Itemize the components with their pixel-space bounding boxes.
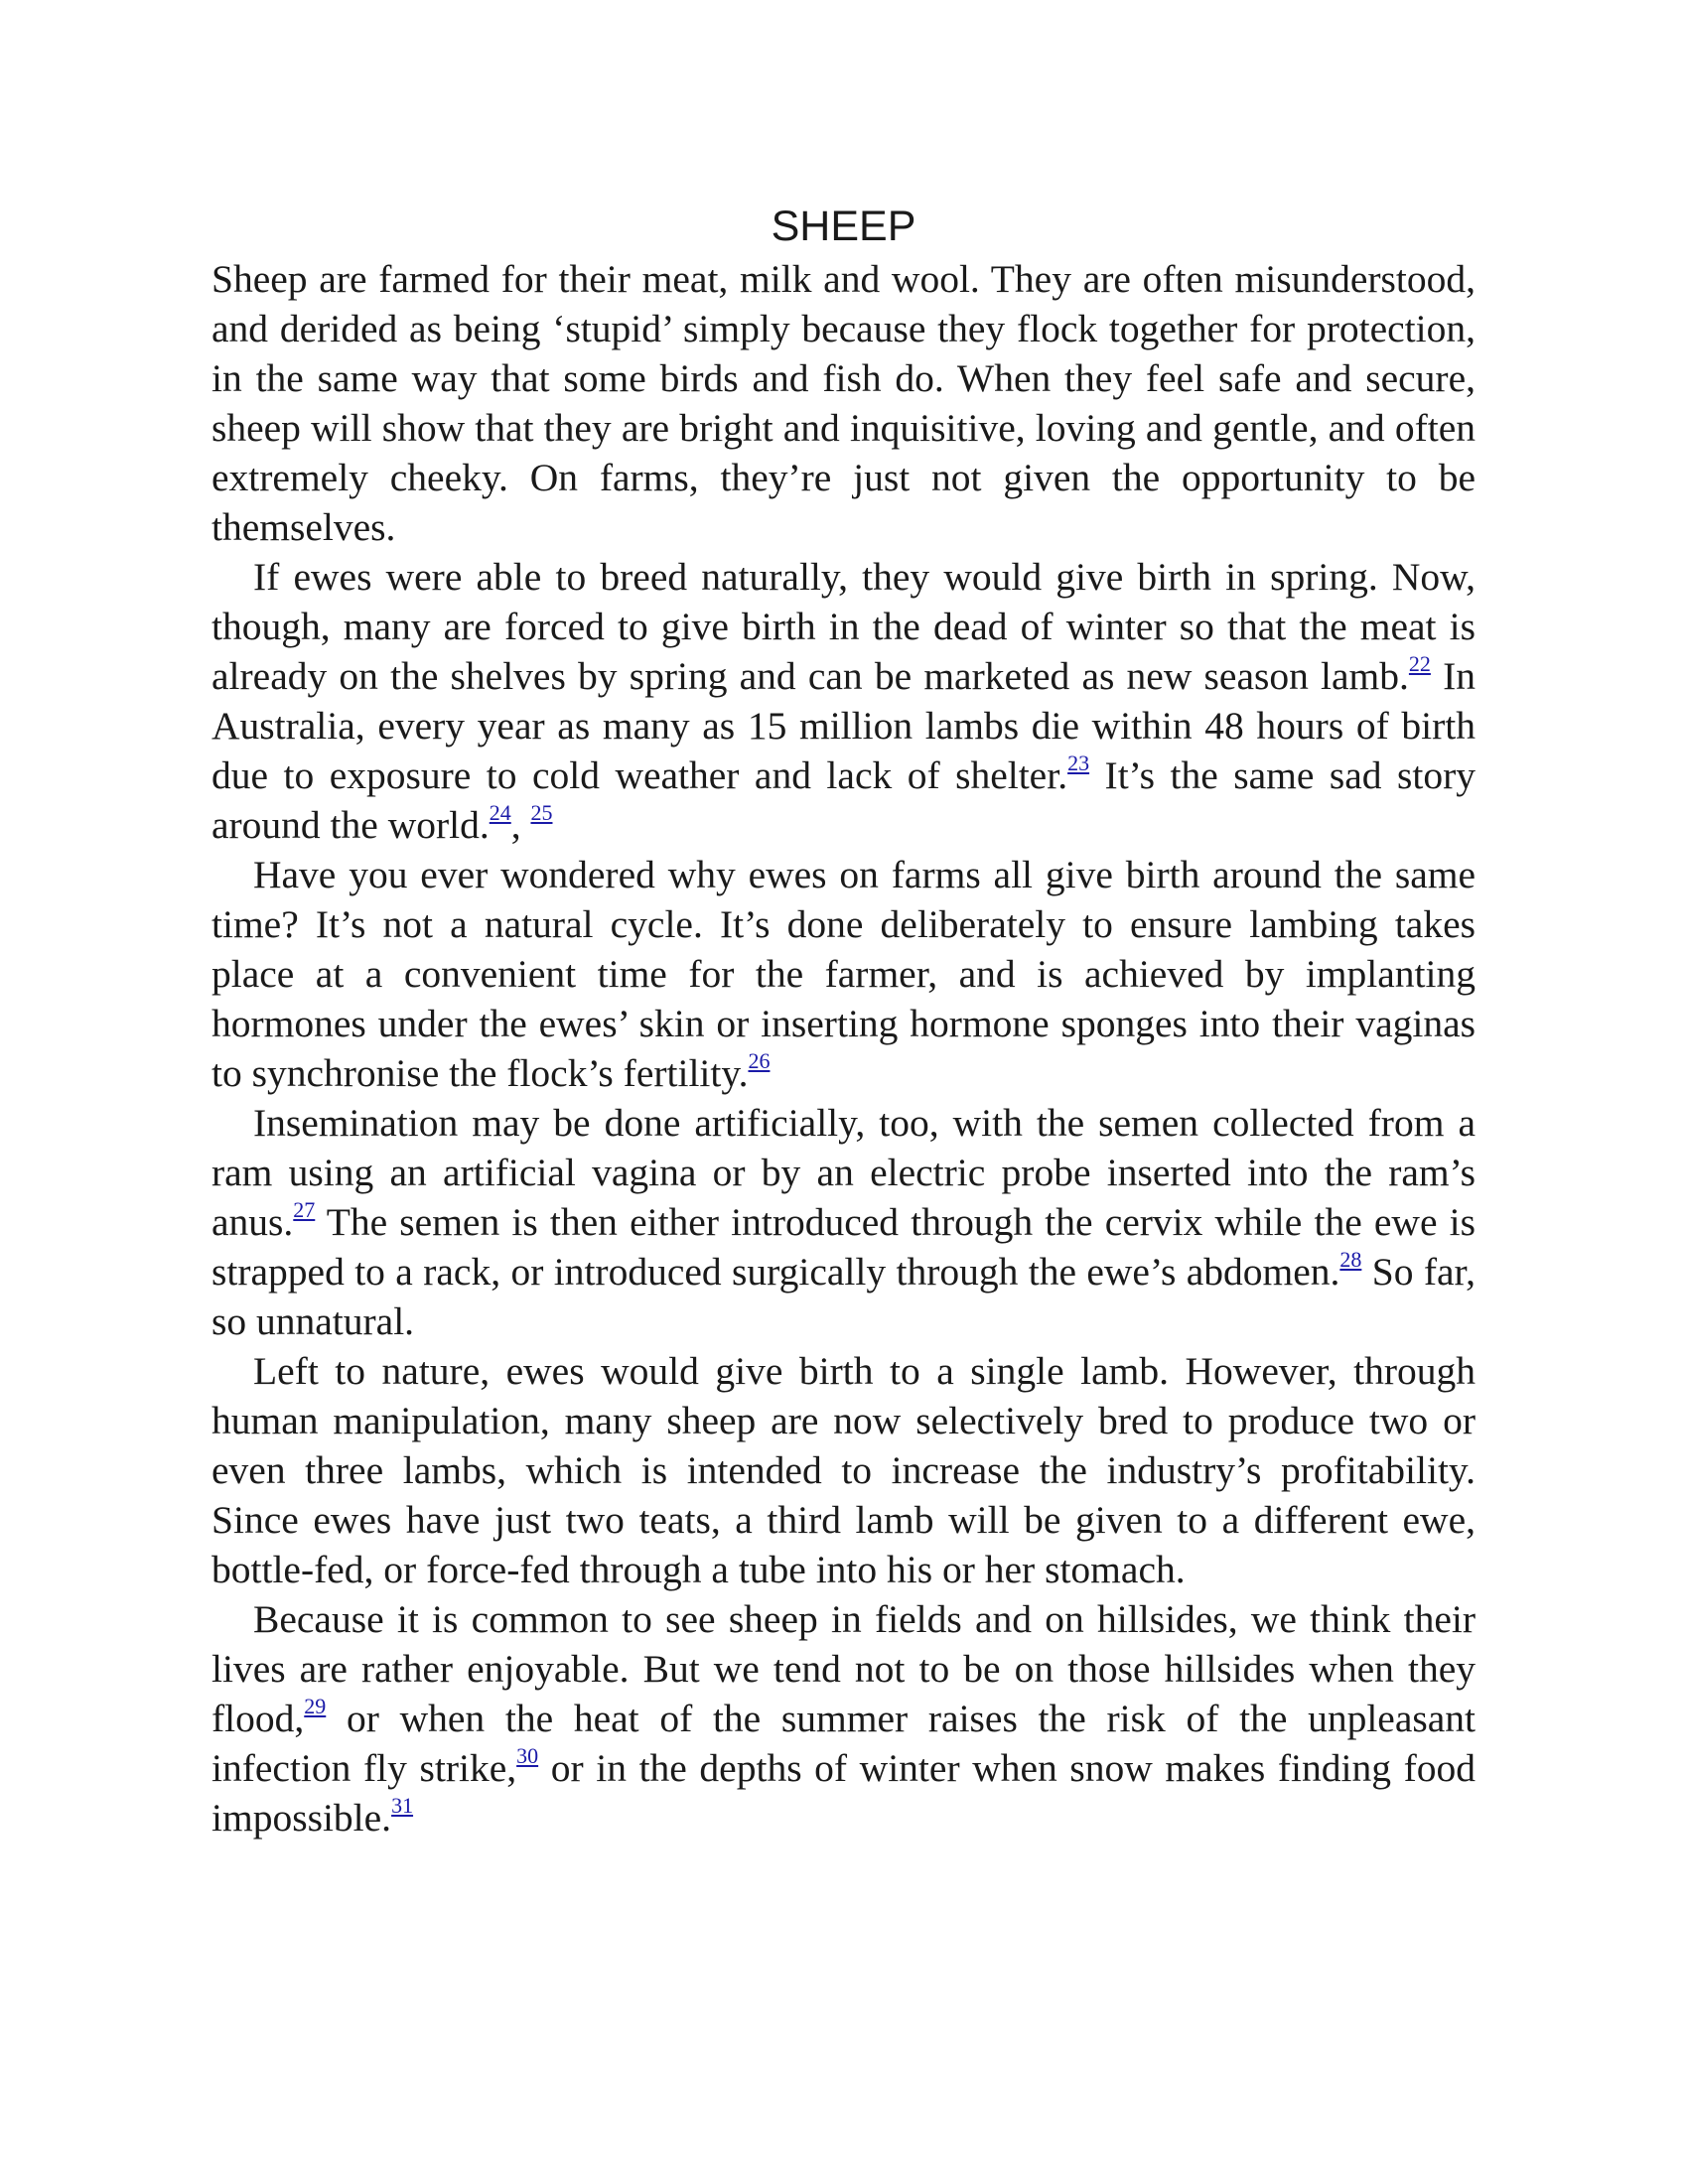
paragraph-text: Have you ever wondered why ewes on farms all give birth around the same time? It’s not a natural cycle. It’s done deliberately to ensure lambing takes place at a convenient time for the farmer, and is achieved by implanting hormones under the ewes’ skin or inserting hormone sponges into their vaginas to synchronise the flock’s fertility. [211,853,1476,1095]
paragraph-text: or in the depths of winter when snow makes finding food impossible. [211,1746,1476,1840]
footnote-link-28[interactable]: 28 [1339,1247,1362,1272]
paragraph [211,1346,1476,1594]
paragraph-text: , [510,803,531,847]
paragraph-text: or when the heat of the summer raises the risk of the unpleasant infection fly strike, [211,1697,1476,1790]
paragraph [211,850,1476,1098]
footnote-link-25[interactable]: 25 [530,800,553,825]
footnote-link-30[interactable]: 30 [516,1743,539,1768]
paragraph-text: The semen is then either introduced through the cervix while the ewe is strapped to a rack, or introduced surgically through the ewe’s abdomen. [211,1200,1476,1294]
page [211,199,1476,1843]
paragraph [211,552,1476,850]
paragraph-text: Insemination may be done artificially, too, with the semen collected from a ram using an artificial vagina or by an electric probe inserted into the ram’s anus. [211,1101,1476,1244]
paragraph-text: So far, so unnatural. [211,1250,1476,1343]
paragraph [211,254,1476,552]
footnote-link-22[interactable]: 22 [1408,651,1431,676]
paragraph-text: Because it is common to see sheep in fields and on hillsides, we think their lives are rather enjoyable. But we tend not to be on those hillsides when they flood, [211,1597,1476,1740]
paragraph-text: If ewes were able to breed naturally, they would give birth in spring. Now, though, many are forced to give birth in the dead of winter so that the meat is already on the shelves by spring and can be marketed as new season lamb. [211,555,1476,698]
footnote-link-29[interactable]: 29 [304,1694,327,1718]
body-text [211,254,1476,1843]
paragraph-text: Sheep are farmed for their meat, milk and wool. They are often misunderstood, and derided as being ‘stupid’ simply because they flock together for protection, in the same way that some birds and fish do. When they feel safe and secure, sheep will show that they are bright and inquisitive, loving and gentle, and often extremely cheeky. On farms, they’re just not given the opportunity to be themselves. [211,257,1476,549]
paragraph-text: In Australia, every year as many as 15 million lambs die within 48 hours of birth due to exposure to cold weather and lack of shelter. [211,654,1476,797]
footnote-link-27[interactable]: 27 [293,1197,316,1222]
footnote-link-31[interactable]: 31 [391,1793,414,1818]
paragraph [211,1594,1476,1843]
footnote-link-26[interactable]: 26 [748,1048,771,1073]
paragraph-text: Left to nature, ewes would give birth to a single lamb. However, through human manipulation, many sheep are now selectively bred to produce two or even three lambs, which is intended to increase the industry’s profitability. Since ewes have just two teats, a third lamb will be given to a different ewe, bottle-fed, or force-fed through a tube into his or her stomach. [211,1349,1476,1591]
footnote-link-24[interactable]: 24 [489,800,511,825]
paragraph-text: It’s the same sad story around the world. [211,753,1477,847]
page-title: SHEEP [771,203,916,250]
footnote-link-23[interactable]: 23 [1067,751,1090,775]
paragraph [211,1098,1476,1346]
